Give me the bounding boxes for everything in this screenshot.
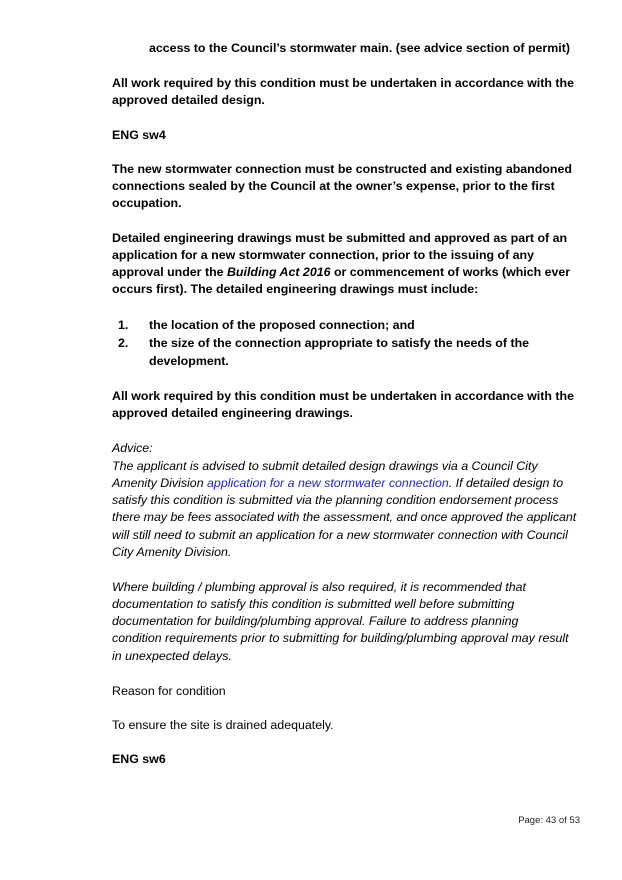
paragraph-line: approved detailed engineering drawings. [112, 406, 353, 420]
advice-line: Where building / plumbing approval is also required, it is recommended that [112, 580, 526, 594]
text: approval under the [112, 265, 227, 279]
paragraph-line: approved detailed design. [112, 93, 265, 107]
text: or commencement of works (which ever [330, 265, 571, 279]
list-item-text: the size of the connection appropriate to satisfy the needs of the [149, 336, 530, 350]
advice-line: documentation to satisfy this condition is submitted well before submitting [112, 597, 515, 611]
act-name: Building Act 2016 [226, 265, 331, 279]
section-heading-sw6: ENG sw6 [112, 752, 166, 766]
paragraph-line: The new stormwater connection must be constructed and existing abandoned [112, 162, 572, 176]
paragraph-line: Detailed engineering drawings must be submitted and approved as part of an [112, 231, 568, 245]
page-number: Page: 43 of 53 [518, 815, 580, 826]
advice-line: City Amenity Division. [112, 545, 232, 559]
paragraph-line: application for a new stormwater connection, prior to the issuing of any [112, 248, 535, 262]
advice-line: in unexpected delays. [112, 649, 232, 663]
paragraph-line: connections sealed by the Council at the owner’s expense, prior to the first [112, 179, 555, 193]
paragraph-line: occupation. [112, 196, 182, 210]
advice-line: satisfy this condition is submitted via the planning condition endorsement process [112, 493, 559, 507]
reason-label: Reason for condition [112, 684, 226, 698]
advice-line: The applicant is advised to submit detailed design drawings via a Council City [112, 459, 538, 473]
reason-text: To ensure the site is drained adequately. [112, 718, 334, 732]
advice-line [112, 475, 586, 493]
list-item-text: development. [149, 354, 229, 368]
continued-list-text: access to the Council’s stormwater main. (see advice section of permit) [149, 41, 570, 55]
list-number: 2. [118, 336, 129, 350]
stormwater-application-link[interactable]: application for a new stormwater connection [207, 476, 449, 490]
advice-line: documentation for building/plumbing approval. Failure to address planning [112, 614, 519, 628]
paragraph-line: All work required by this condition must be undertaken in accordance with the [112, 389, 574, 403]
advice-line: will still need to submit an application for a new stormwater connection with Council [112, 528, 568, 542]
list-number: 1. [118, 318, 129, 332]
text: . If detailed design to [448, 476, 564, 490]
paragraph-line: occurs first). The detailed engineering drawings must include: [112, 282, 479, 296]
list-item-text: the location of the proposed connection; and [149, 318, 415, 332]
advice-line: condition requirements prior to submitting for building/plumbing approval may result [112, 631, 569, 645]
paragraph-line: All work required by this condition must be undertaken in accordance with the [112, 76, 574, 90]
advice-line: there may be fees associated with the assessment, and once approved the applicant [112, 510, 577, 524]
section-heading-sw4: ENG sw4 [112, 128, 166, 142]
advice-label: Advice: [112, 441, 153, 455]
text: Amenity Division [112, 476, 208, 490]
paragraph-line [112, 264, 586, 282]
